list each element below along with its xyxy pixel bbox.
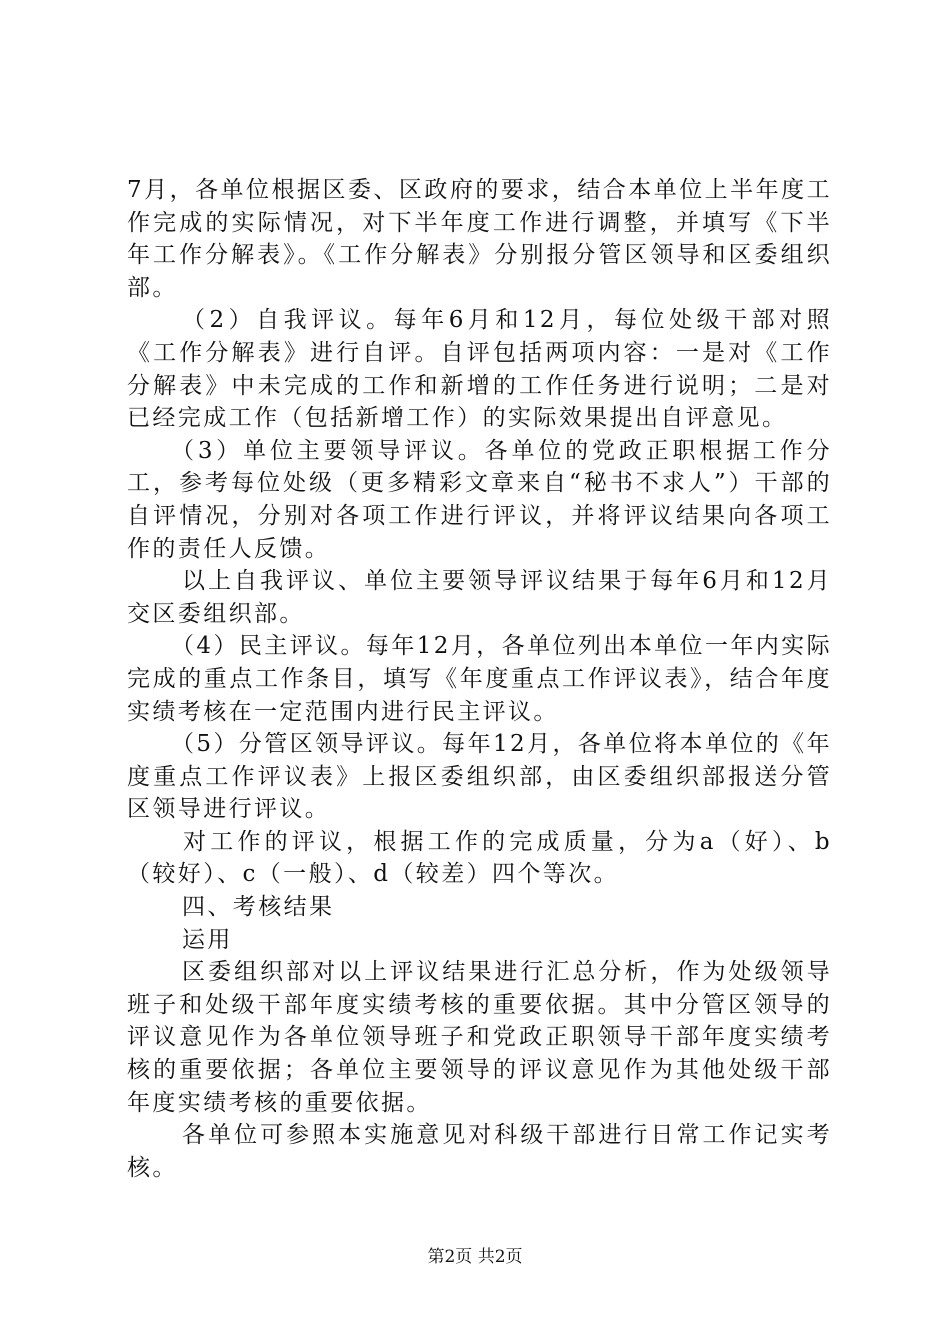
page-footer: 第2页 共2页: [427, 1247, 523, 1267]
paragraph-4: 以上自我评议、单位主要领导评议结果于每年6月和12月交区委组织部。: [127, 568, 832, 627]
document-body: [127, 174, 832, 1184]
paragraph-5: （4）民主评议。每年12月，各单位列出本单位一年内实际完成的重点工作条目，填写《年度重点工作评议表》，结合年度实绩考核在一定范围内进行民主评议。: [127, 633, 832, 725]
paragraph-8: 区委组织部对以上评议结果进行汇总分析，作为处级领导班子和处级干部年度实绩考核的重要依据。其中分管区领导的评议意见作为各单位领导班子和党政正职领导干部年度实绩考核的重要依据；各单位主要领导的评议意见作为其他处级干部年度实绩考核的重要依据。: [127, 959, 832, 1116]
section-heading: 四、考核结果: [182, 894, 335, 921]
section-heading-continued: 运用: [182, 926, 233, 953]
paragraph-7: 对工作的评议，根据工作的完成质量，分为a（好）、b（较好）、c（一般）、d（较差）四个等次。: [127, 828, 832, 888]
paragraph-3: （3）单位主要领导评议。各单位的党政正职根据工作分工，参考每位处级（更多精彩文章来自“秘书不求人”）干部的自评情况，分别对各项工作进行评议，并将评议结果向各项工作的责任人反馈。: [127, 437, 832, 562]
paragraph-6: （5）分管区领导评议。每年12月，各单位将本单位的《年度重点工作评议表》上报区委组织部，由区委组织部报送分管区领导进行评议。: [127, 731, 832, 823]
paragraph-9: 各单位可参照本实施意见对科级干部进行日常工作记实考核。: [127, 1122, 832, 1181]
paragraph-1: 7月，各单位根据区委、区政府的要求，结合本单位上半年度工作完成的实际情况，对下半年度工作进行调整，并填写《下半年工作分解表》。《工作分解表》分别报分管区领导和区委组织部。: [127, 177, 832, 301]
paragraph-2: （2）自我评议。每年6月和12月，每位处级干部对照《工作分解表》进行自评。自评包括两项内容：一是对《工作分解表》中未完成的工作和新增的工作任务进行说明；二是对已经完成工作（包括新增工作）的实际效果提出自评意见。: [127, 307, 832, 432]
